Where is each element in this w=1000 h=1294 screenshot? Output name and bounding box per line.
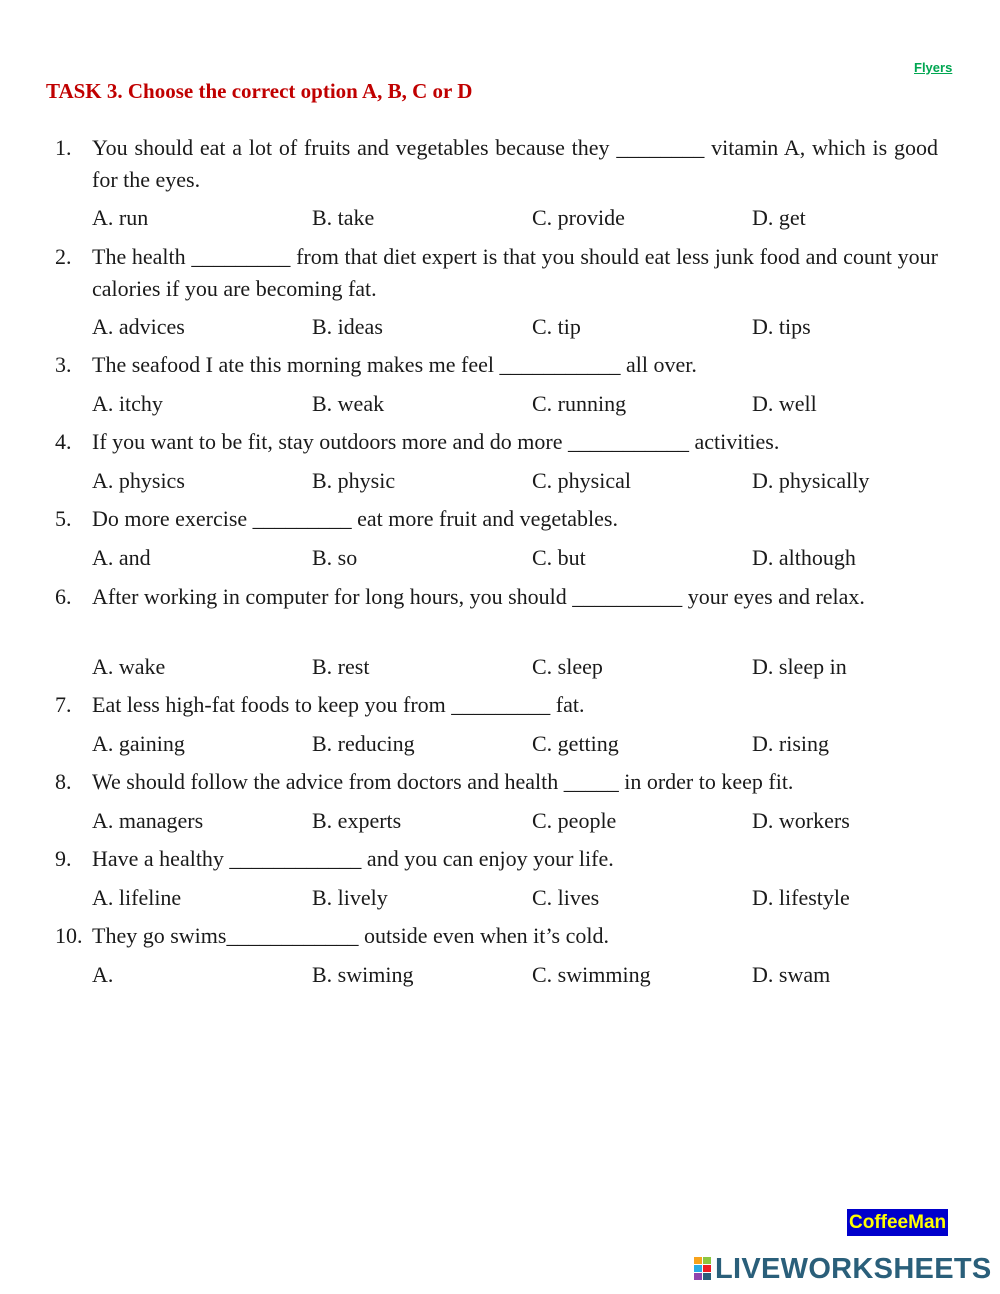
option-d[interactable]: D. well <box>752 391 817 416</box>
liveworksheets-logo[interactable] <box>694 1252 992 1286</box>
option-b[interactable]: B. ideas <box>312 314 383 339</box>
option-d[interactable]: D. rising <box>752 731 829 756</box>
question-text: If you want to be fit, stay outdoors more and do more ___________ activities. <box>92 429 780 454</box>
question-number: 8. <box>55 769 72 794</box>
question-7 <box>55 689 938 721</box>
level-label: Flyers <box>914 60 953 75</box>
option-b[interactable]: B. swiming <box>312 962 414 987</box>
option-d[interactable]: D. sleep in <box>752 654 847 679</box>
option-a[interactable]: A. run <box>92 205 149 230</box>
option-c[interactable]: C. running <box>532 391 627 416</box>
option-a[interactable]: A. and <box>92 545 151 570</box>
question-number: 4. <box>55 429 72 454</box>
option-c[interactable]: C. sleep <box>532 654 603 679</box>
question-text: Have a healthy ____________ and you can enjoy your life. <box>92 846 614 871</box>
option-a[interactable]: A. <box>92 962 114 987</box>
option-b[interactable]: B. weak <box>312 391 385 416</box>
question-number: 1. <box>55 135 72 160</box>
option-b[interactable]: B. take <box>312 205 375 230</box>
option-b[interactable]: B. physic <box>312 468 396 493</box>
question-text: We should follow the advice from doctors and health _____ in order to keep fit. <box>92 769 794 794</box>
question-text: The seafood I ate this morning makes me feel ___________ all over. <box>92 352 697 377</box>
question-number: 7. <box>55 692 72 717</box>
option-a[interactable]: A. advices <box>92 314 185 339</box>
option-b[interactable]: B. experts <box>312 808 402 833</box>
question-number: 10. <box>55 923 83 948</box>
option-a[interactable]: A. gaining <box>92 731 185 756</box>
option-d[interactable]: D. lifestyle <box>752 885 850 910</box>
task-title: TASK 3. Choose the correct option A, B, C or D <box>46 79 473 103</box>
option-c[interactable]: C. physical <box>532 468 631 493</box>
question-4 <box>55 426 938 458</box>
question-number: 2. <box>55 244 72 269</box>
option-c[interactable]: C. but <box>532 545 586 570</box>
option-a[interactable]: A. wake <box>92 654 166 679</box>
question-text: The health _________ from that diet expert is that you should eat less junk food and count your calories if you are becoming fat. <box>92 244 938 301</box>
question-3 <box>55 349 938 381</box>
option-d[interactable]: D. swam <box>752 962 831 987</box>
liveworksheets-logo-text: LIVEWORKSHEETS <box>715 1252 992 1285</box>
option-b[interactable]: B. lively <box>312 885 388 910</box>
question-number: 9. <box>55 846 72 871</box>
question-text: You should eat a lot of fruits and vegetables because they ________ vitamin A, which is good for the eyes. <box>92 135 938 192</box>
option-c[interactable]: C. tip <box>532 314 581 339</box>
question-9 <box>55 843 938 875</box>
liveworksheets-logo-icon <box>694 1257 712 1281</box>
option-a[interactable]: A. lifeline <box>92 885 182 910</box>
option-c[interactable]: C. swimming <box>532 962 651 987</box>
option-b[interactable]: B. reducing <box>312 731 415 756</box>
question-text: Do more exercise _________ eat more fruit and vegetables. <box>92 506 618 531</box>
question-number: 6. <box>55 584 72 609</box>
option-d[interactable]: D. workers <box>752 808 850 833</box>
option-d[interactable]: D. tips <box>752 314 811 339</box>
option-d[interactable]: D. although <box>752 545 856 570</box>
option-b[interactable]: B. so <box>312 545 358 570</box>
question-number: 3. <box>55 352 72 377</box>
option-c[interactable]: C. lives <box>532 885 600 910</box>
option-d[interactable]: D. get <box>752 205 806 230</box>
question-6 <box>55 581 938 613</box>
option-c[interactable]: C. people <box>532 808 617 833</box>
question-text: Eat less high-fat foods to keep you from _________ fat. <box>92 692 585 717</box>
option-d[interactable]: D. physically <box>752 468 870 493</box>
question-text: They go swims____________ outside even when it’s cold. <box>92 923 609 948</box>
question-8 <box>55 766 938 798</box>
option-c[interactable]: C. getting <box>532 731 619 756</box>
option-b[interactable]: B. rest <box>312 654 370 679</box>
question-number: 5. <box>55 506 72 531</box>
question-5 <box>55 503 938 535</box>
question-1 <box>55 132 938 196</box>
option-c[interactable]: C. provide <box>532 205 625 230</box>
question-text: After working in computer for long hours, you should __________ your eyes and relax. <box>92 584 865 609</box>
option-a[interactable]: A. managers <box>92 808 204 833</box>
question-10 <box>55 920 938 952</box>
question-2 <box>55 241 938 305</box>
option-a[interactable]: A. itchy <box>92 391 163 416</box>
option-a[interactable]: A. physics <box>92 468 185 493</box>
author-badge: CoffeeMan <box>847 1209 948 1236</box>
